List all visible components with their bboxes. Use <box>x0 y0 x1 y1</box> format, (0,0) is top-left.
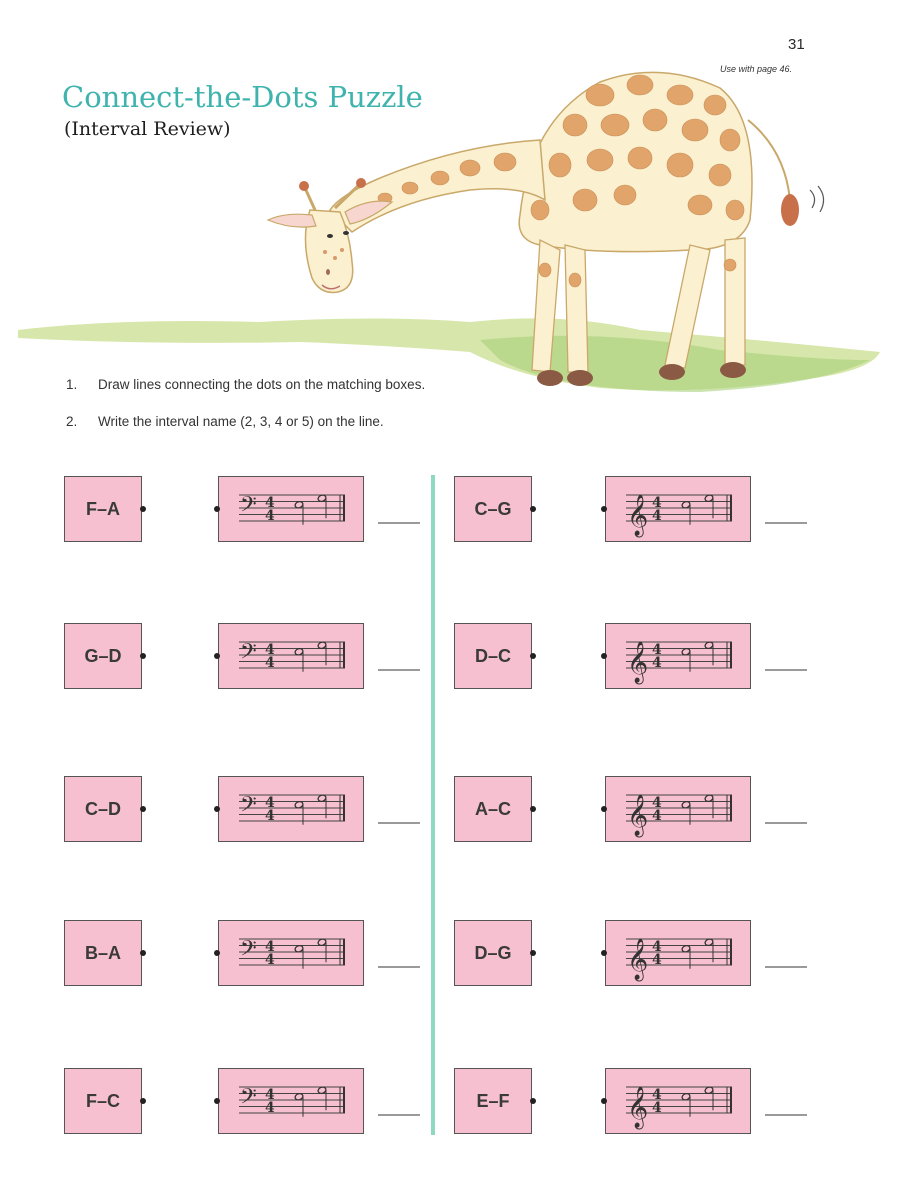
instruction-text: Write the interval name (2, 3, 4 or 5) on the line. <box>98 414 384 429</box>
time-signature-digit: 4 <box>652 1100 662 1116</box>
connect-dot[interactable] <box>140 653 146 659</box>
connect-dot[interactable] <box>140 950 146 956</box>
treble-clef-icon: 𝄞 <box>627 939 649 980</box>
answer-line[interactable] <box>765 1114 807 1116</box>
time-signature-digit: 4 <box>265 642 275 658</box>
instruction-number: 2. <box>66 414 78 429</box>
interval-label-box <box>64 1068 142 1134</box>
connect-dot[interactable] <box>140 806 146 812</box>
time-signature-digit: 4 <box>652 508 662 524</box>
use-with-note: Use with page 46. <box>720 64 793 74</box>
interval-label: C–G <box>474 498 512 519</box>
connect-dot[interactable] <box>601 506 607 512</box>
interval-label-box <box>64 623 142 689</box>
interval-label-box <box>454 1068 532 1134</box>
connect-dot[interactable] <box>530 506 536 512</box>
page-subtitle: (Interval Review) <box>64 118 231 140</box>
giraffe-tail-tuft <box>781 194 799 226</box>
interval-label: E–F <box>476 1090 510 1111</box>
column-divider <box>431 475 435 1135</box>
interval-label: A–C <box>474 798 511 819</box>
music-staff <box>606 777 752 843</box>
interval-label: B–A <box>84 942 121 963</box>
interval-label: G–D <box>84 645 122 666</box>
bass-clef-icon: 𝄢 <box>240 639 257 670</box>
interval-label-box <box>64 476 142 542</box>
instruction-1 <box>66 377 425 392</box>
time-signature-digit: 4 <box>265 1087 275 1103</box>
page-title: Connect-the-Dots Puzzle <box>62 80 423 114</box>
connect-dot[interactable] <box>214 1098 220 1104</box>
instruction-number: 1. <box>66 377 78 392</box>
instruction-text: Draw lines connecting the dots on the matching boxes. <box>98 377 426 392</box>
music-staff <box>606 921 752 987</box>
interval-label: F–A <box>85 498 120 519</box>
time-signature-digit: 4 <box>265 495 275 511</box>
treble-clef-icon: 𝄞 <box>627 1087 649 1128</box>
music-staff-box <box>605 776 751 842</box>
music-staff-box <box>605 1068 751 1134</box>
treble-clef-icon: 𝄞 <box>627 642 649 683</box>
answer-line[interactable] <box>765 669 807 671</box>
answer-line[interactable] <box>378 966 420 968</box>
connect-dot[interactable] <box>214 950 220 956</box>
bass-clef-icon: 𝄢 <box>240 1084 257 1115</box>
time-signature-digit: 4 <box>265 939 275 955</box>
music-staff-box <box>218 1068 364 1134</box>
time-signature-digit: 4 <box>652 1087 662 1103</box>
music-staff <box>606 477 752 543</box>
connect-dot[interactable] <box>601 806 607 812</box>
interval-label-box <box>454 476 532 542</box>
time-signature-digit: 4 <box>265 952 275 968</box>
interval-label-box <box>64 920 142 986</box>
page-number: 31 <box>788 36 805 53</box>
answer-line[interactable] <box>378 669 420 671</box>
bass-clef-icon: 𝄢 <box>240 936 257 967</box>
connect-dot[interactable] <box>530 1098 536 1104</box>
music-staff <box>606 624 752 690</box>
music-staff-box <box>605 623 751 689</box>
music-staff-box <box>218 623 364 689</box>
connect-dot[interactable] <box>601 653 607 659</box>
connect-dot[interactable] <box>140 506 146 512</box>
time-signature-digit: 4 <box>265 795 275 811</box>
time-signature-digit: 4 <box>652 808 662 824</box>
interval-label: C–D <box>84 798 121 819</box>
time-signature-digit: 4 <box>652 939 662 955</box>
answer-line[interactable] <box>765 822 807 824</box>
music-staff <box>606 1069 752 1135</box>
time-signature-digit: 4 <box>652 952 662 968</box>
music-staff <box>219 1069 365 1135</box>
connect-dot[interactable] <box>601 1098 607 1104</box>
interval-label-box <box>454 920 532 986</box>
interval-label: F–C <box>85 1090 120 1111</box>
music-staff <box>219 624 365 690</box>
music-staff-box <box>605 920 751 986</box>
interval-label-box <box>454 623 532 689</box>
giraffe-leg <box>565 245 588 372</box>
time-signature-digit: 4 <box>652 795 662 811</box>
time-signature-digit: 4 <box>265 655 275 671</box>
connect-dot[interactable] <box>214 806 220 812</box>
bass-clef-icon: 𝄢 <box>240 792 257 823</box>
connect-dot[interactable] <box>530 806 536 812</box>
answer-line[interactable] <box>378 522 420 524</box>
time-signature-digit: 4 <box>652 642 662 658</box>
music-staff-box <box>218 776 364 842</box>
instruction-2 <box>66 414 384 429</box>
interval-label: D–C <box>474 645 511 666</box>
music-staff <box>219 477 365 543</box>
interval-label: D–G <box>474 942 512 963</box>
music-staff <box>219 777 365 843</box>
connect-dot[interactable] <box>530 653 536 659</box>
time-signature-digit: 4 <box>652 495 662 511</box>
answer-line[interactable] <box>765 966 807 968</box>
music-staff <box>219 921 365 987</box>
music-staff-box <box>605 476 751 542</box>
treble-clef-icon: 𝄞 <box>627 795 649 836</box>
time-signature-digit: 4 <box>652 655 662 671</box>
connect-dot[interactable] <box>530 950 536 956</box>
giraffe-leg <box>725 238 745 365</box>
answer-line[interactable] <box>765 522 807 524</box>
bass-clef-icon: 𝄢 <box>240 492 257 523</box>
music-staff-box <box>218 476 364 542</box>
time-signature-digit: 4 <box>265 1100 275 1116</box>
connect-dot[interactable] <box>140 1098 146 1104</box>
answer-line[interactable] <box>378 1114 420 1116</box>
interval-label-box <box>64 776 142 842</box>
music-staff-box <box>218 920 364 986</box>
connect-dot[interactable] <box>601 950 607 956</box>
time-signature-digit: 4 <box>265 508 275 524</box>
connect-dot[interactable] <box>214 506 220 512</box>
answer-line[interactable] <box>378 822 420 824</box>
giraffe-illustration <box>0 55 900 400</box>
connect-dot[interactable] <box>214 653 220 659</box>
interval-label-box <box>454 776 532 842</box>
time-signature-digit: 4 <box>265 808 275 824</box>
treble-clef-icon: 𝄞 <box>627 495 649 536</box>
